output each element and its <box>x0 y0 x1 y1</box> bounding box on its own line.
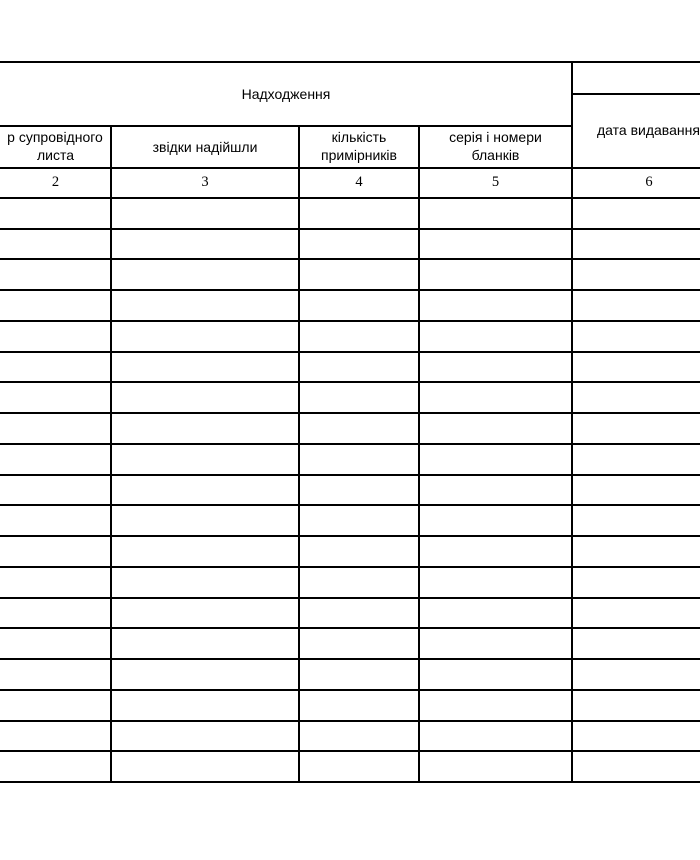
column-number-6: 6 <box>645 174 653 190</box>
column-header-issue-date <box>573 122 700 142</box>
table-row-divider <box>0 289 700 291</box>
column-header-issue-date-label: дата видавання <box>597 122 700 138</box>
column-divider-3-4 <box>298 125 300 782</box>
column-header-copies-line2: примірників <box>321 147 397 163</box>
table-row-divider <box>0 320 700 322</box>
right-group-divider <box>572 93 700 95</box>
column-header-cover-letter-line1: р супровідного <box>7 129 103 145</box>
table-row-divider <box>0 689 700 691</box>
column-header-cover-letter <box>0 129 111 165</box>
table-row-divider <box>0 258 700 260</box>
column-divider-5-6 <box>571 61 573 782</box>
table-top-border <box>0 61 700 63</box>
table-row-divider <box>0 658 700 660</box>
column-header-source-label: звідки надійшли <box>152 139 258 155</box>
column-header-series-numbers <box>419 129 572 165</box>
table-row-divider <box>0 504 700 506</box>
column-header-top-border <box>0 125 572 127</box>
column-number-5: 5 <box>491 174 500 190</box>
column-number-4: 4 <box>355 174 363 190</box>
table-row-divider <box>0 597 700 599</box>
column-header-copies <box>299 129 419 165</box>
table-row-divider <box>0 720 700 722</box>
table-row-divider <box>0 443 700 445</box>
table-row-divider <box>0 781 700 783</box>
column-header-source <box>111 129 299 165</box>
table-row-divider <box>0 535 700 537</box>
column-number-3: 3 <box>201 174 209 190</box>
column-header-series-numbers-line2: бланків <box>471 147 520 163</box>
header-bottom-border <box>0 167 700 169</box>
table-row-divider <box>0 627 700 629</box>
table-row-divider <box>0 566 700 568</box>
table-row-divider <box>0 412 700 414</box>
table-row-divider <box>0 351 700 353</box>
column-header-copies-line1: кількість <box>331 129 387 145</box>
numbering-row-bottom-border <box>0 197 700 199</box>
column-header-series-numbers-line1: серія і номери <box>449 129 542 145</box>
column-number-2: 2 <box>51 174 60 190</box>
table-row-divider <box>0 228 700 230</box>
table-row-divider <box>0 474 700 476</box>
group-header-incoming: Надходження <box>241 86 331 102</box>
column-divider-4-5 <box>418 125 420 782</box>
table-row-divider <box>0 750 700 752</box>
table-row-divider <box>0 381 700 383</box>
column-divider-2-3 <box>110 125 112 782</box>
column-header-cover-letter-line2: листа <box>36 147 75 163</box>
